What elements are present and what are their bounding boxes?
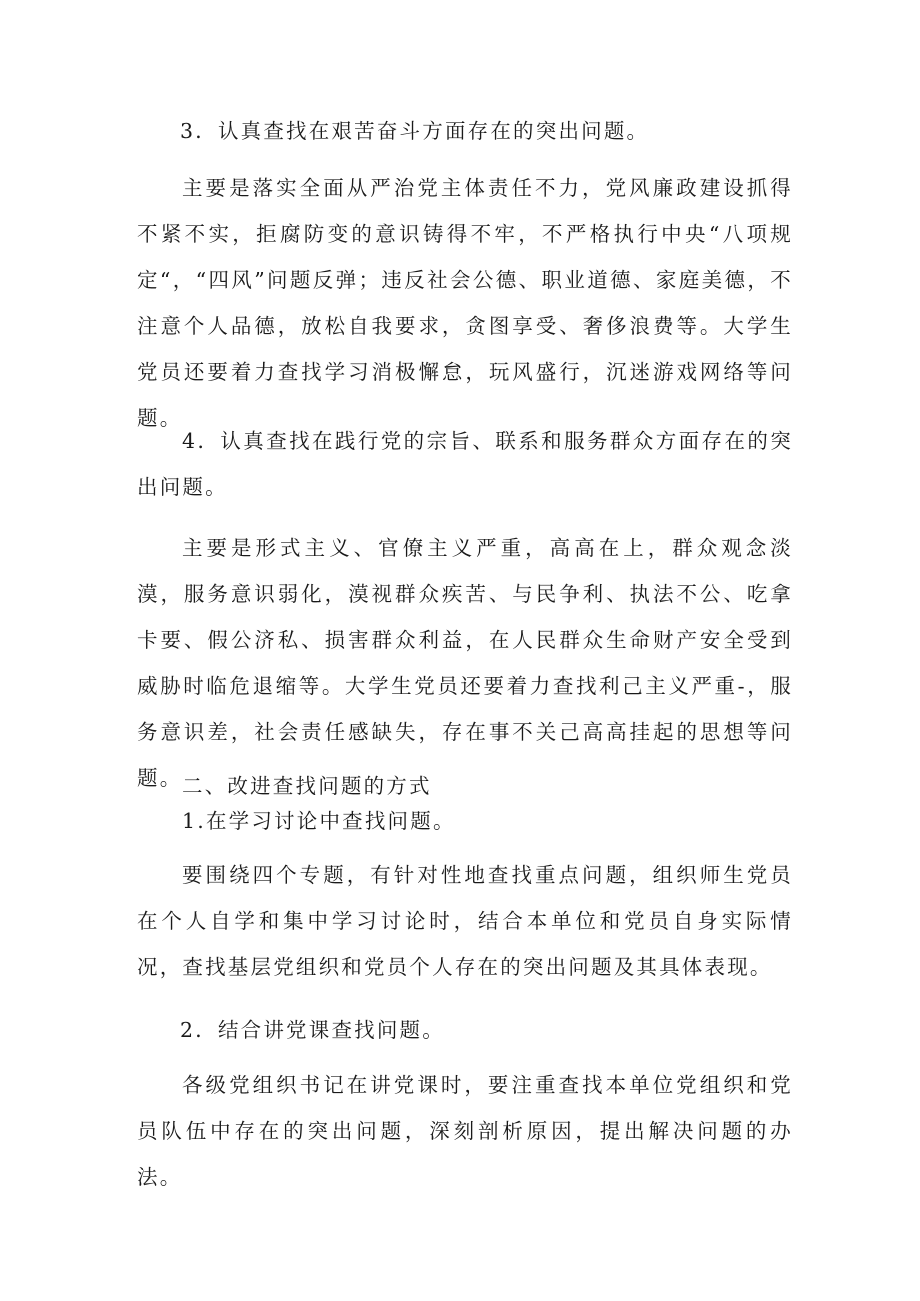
item-3-heading: 3．认真查找在艰苦奋斗方面存在的突出问题。 bbox=[180, 119, 650, 143]
section-2-heading: 二、改进查找问题的方式 bbox=[182, 774, 432, 798]
subsection-1-heading: 1.在学习讨论中查找问题。 bbox=[182, 809, 456, 833]
subsection-2-paragraph: 各级党组织书记在讲党课时，要注重查找本单位党组织和党员队伍中存在的突出问题，深刻剖析原因，提出解决问题的办法。 bbox=[137, 1073, 793, 1189]
subsection-2-heading: 2．结合讲党课查找问题。 bbox=[180, 1018, 445, 1042]
subsection-1-paragraph: 要围绕四个专题，有针对性地查找重点问题，组织师生党员在个人自学和集中学习讨论时，结合本单位和党员自身实际情况，查找基层党组织和党员个人存在的突出问题及其具体表现。 bbox=[137, 863, 793, 979]
item-3-paragraph: 主要是落实全面从严治党主体责任不力，党风廉政建设抓得不紧不实，拒腐防变的意识铸得不牢，不严格执行中央“八项规定“，“四风”问题反弹；违反社会公德、职业道德、家庭美德，不注意个人品德，放松自我要求，贪图享受、奢侈浪费等。大学生党员还要着力查找学习消极懈怠，玩风盛行，沉迷游戏网络等问题。 bbox=[137, 176, 793, 430]
item-4-heading: 4．认真查找在践行党的宗旨、联系和服务群众方面存在的突出问题。 bbox=[137, 429, 793, 499]
item-4-paragraph: 主要是形式主义、官僚主义严重，高高在上，群众观念淡漠，服务意识弱化，漠视群众疾苦、与民争利、执法不公、吃拿卡要、假公济私、损害群众利益，在人民群众生命财产安全受到威胁时临危退缩等。大学生党员还要着力查找利己主义严重-，服务意识差，社会责任感缺失，存在事不关己高高挂起的思想等问题。 bbox=[137, 536, 793, 790]
